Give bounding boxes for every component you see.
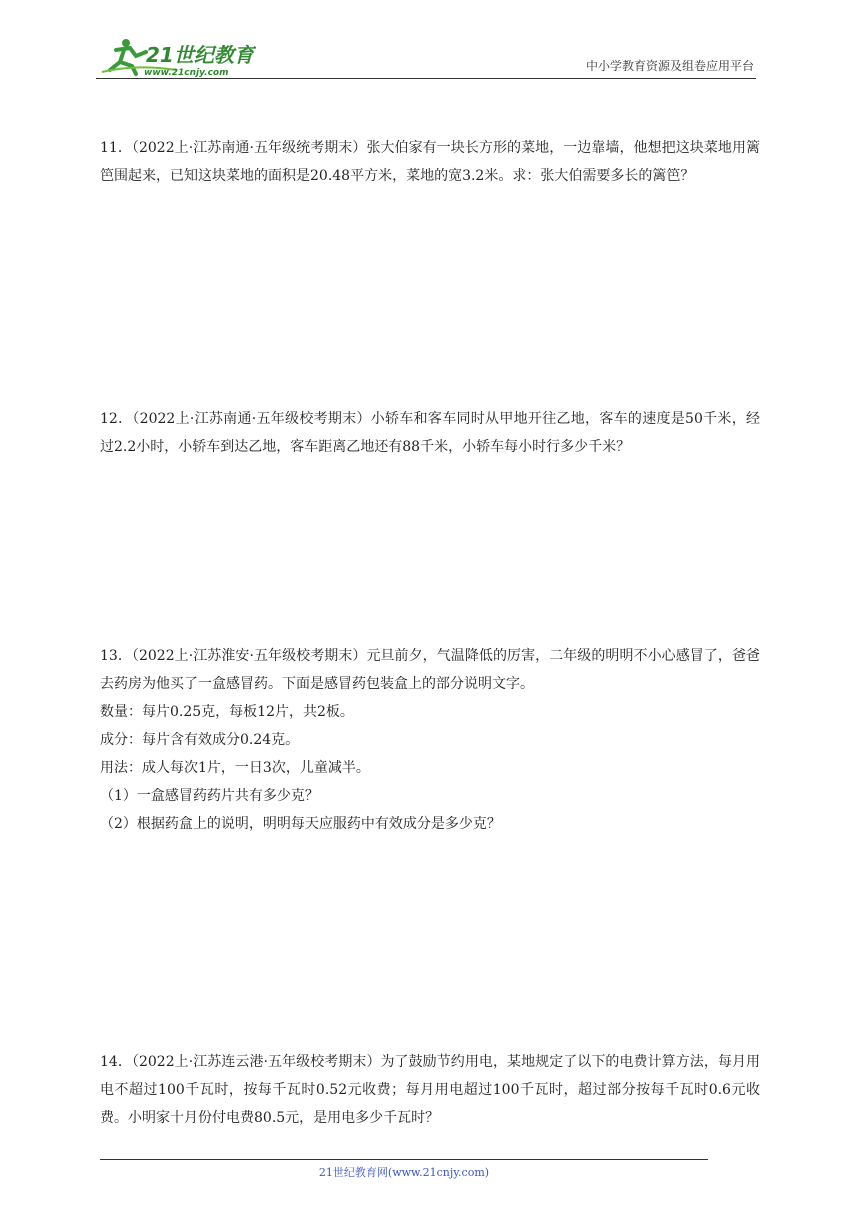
platform-label: 中小学教育资源及组卷应用平台: [585, 59, 754, 73]
question-13-subquestion-2: （2）根据药盒上的说明，明明每天应服药中有效成分是多少克？: [100, 816, 501, 832]
question-13: [100, 642, 760, 838]
question-12-text: 12．（2022上·江苏南通·五年级校考期末）小轿车和客车同时从甲地开往乙地，客车的速度是50千米，经过2.2小时，小轿车到达乙地，客车距离乙地还有88千米，小轿车每小时行多少千米？: [100, 411, 760, 455]
site-logo[interactable]: [96, 34, 256, 78]
question-13-text: 13．（2022上·江苏淮安·五年级校考期末）元旦前夕，气温降低的厉害，二年级的明明不小心感冒了，爸爸去药房为他买了一盒感冒药。下面是感冒药包装盒上的部分说明文字。: [100, 648, 760, 692]
question-13-line: 用法：成人每次1片，一日3次，儿童减半。: [100, 760, 370, 776]
page-header: [96, 30, 756, 79]
runner-logo-icon: [96, 34, 256, 78]
footer-divider: [100, 1159, 708, 1160]
question-12: [100, 405, 760, 461]
logo-title: 21世纪教育: [146, 43, 254, 67]
question-11: [100, 134, 760, 190]
footer-link[interactable]: 21世纪教育网(www.21cnjy.com): [318, 1166, 490, 1179]
question-14-text: 14．（2022上·江苏连云港·五年级校考期末）为了鼓励节约用电，某地规定了以下的电费计算方法，每月用电不超过100千瓦时，按每千瓦时0.52元收费；每月用电超过100千瓦时，超过部分按每千瓦时0.6元收费。小明家十月份付电费80.5元，是用电多少千瓦时？: [100, 1054, 760, 1126]
question-13-line: 数量：每片0.25克，每板12片，共2板。: [100, 704, 354, 720]
question-13-subquestion-1: （1）一盒感冒药药片共有多少克？: [100, 788, 319, 804]
question-11-text: 11．（2022上·江苏南通·五年级统考期末）张大伯家有一块长方形的菜地，一边靠墙，他想把这块菜地用篱笆围起来，已知这块菜地的面积是20.48平方米，菜地的宽3.2米。求：张大伯需要多长的篱笆？: [100, 140, 760, 184]
question-13-line: 成分：每片含有效成分0.24克。: [100, 732, 300, 748]
logo-url: www.21cnjy.com: [144, 68, 229, 78]
question-14: [100, 1048, 760, 1132]
